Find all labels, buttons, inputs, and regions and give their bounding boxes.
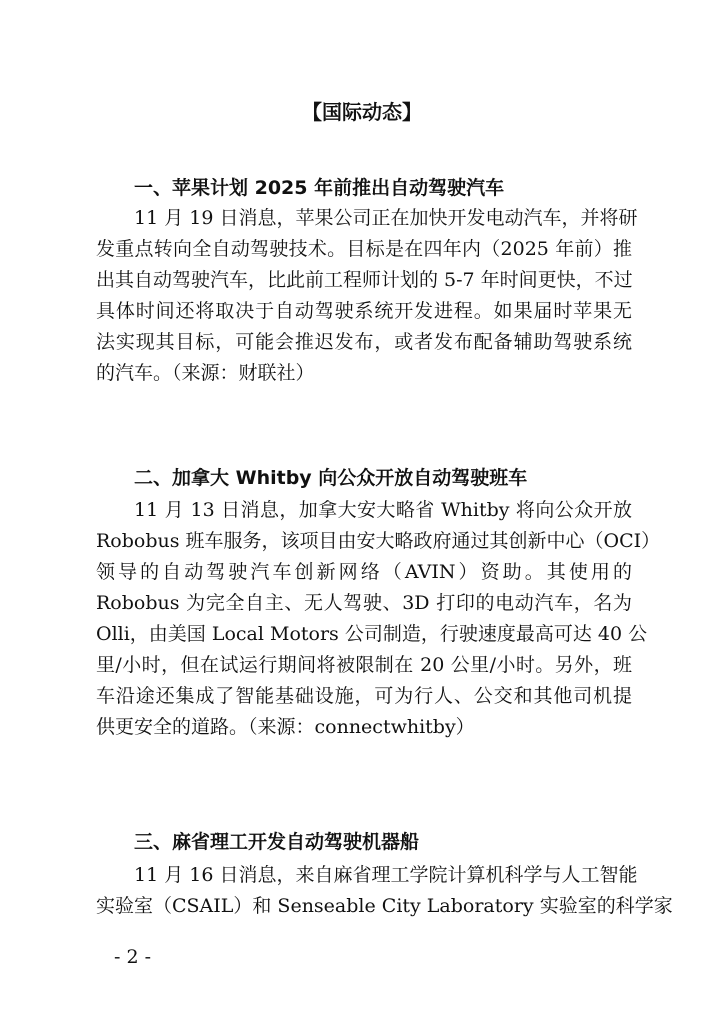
paragraph-line: 11 月 16 日消息，来自麻省理工学院计算机科学与人工智能	[134, 864, 638, 886]
paragraph-line: 出其自动驾驶汽车，比此前工程师计划的 5-7 年时间更快，不过	[96, 269, 633, 291]
paragraph-line: 车沿途还集成了智能基础设施，可为行人、公交和其他司机提	[96, 685, 632, 707]
paragraph-line: Olli，由美国 Local Motors 公司制造，行驶速度最高可达 40 公	[96, 623, 648, 645]
paragraph-line: 里/小时，但在试运行期间将被限制在 20 公里/小时。另外，班	[96, 654, 632, 676]
paragraph-line: 领导的自动驾驶汽车创新网络（AVIN）资助。其使用的	[96, 561, 632, 583]
section-body-1	[96, 203, 638, 389]
paragraph-line: 供更安全的道路。（来源：connectwhitby）	[96, 716, 475, 738]
paragraph-line: Robobus 班车服务，该项目由安大略政府通过其创新中心（OCI）	[96, 530, 661, 552]
paragraph-line: 11 月 13 日消息，加拿大安大略省 Whitby 将向公众开放	[134, 499, 632, 521]
section-title-3: 三、麻省理工开发自动驾驶机器船	[134, 831, 420, 853]
paragraph-line: 实验室（CSAIL）和 Senseable City Laboratory 实验室的科学家	[96, 895, 673, 917]
paragraph-line: 的汽车。（来源：财联社）	[96, 362, 315, 384]
paragraph-line: 法实现其目标，可能会推迟发布，或者发布配备辅助驾驶系统	[96, 331, 632, 353]
paragraph-line: 发重点转向全自动驾驶技术。目标是在四年内（2025 年前）推	[96, 238, 632, 260]
section-body-2	[96, 495, 661, 743]
page-heading: 【国际动态】	[302, 100, 422, 124]
page-number: - 2 -	[114, 946, 152, 968]
section-title-2: 二、加拿大 Whitby 向公众开放自动驾驶班车	[134, 467, 528, 489]
paragraph-line: 具体时间还将取决于自动驾驶系统开发进程。如果届时苹果无	[96, 300, 632, 322]
paragraph-line: 11 月 19 日消息，苹果公司正在加快开发电动汽车，并将研	[134, 207, 638, 229]
section-body-3	[96, 860, 673, 922]
section-title-1: 一、苹果计划 2025 年前推出自动驾驶汽车	[134, 177, 505, 199]
paragraph-line: Robobus 为完全自主、无人驾驶、3D 打印的电动汽车，名为	[96, 592, 632, 614]
